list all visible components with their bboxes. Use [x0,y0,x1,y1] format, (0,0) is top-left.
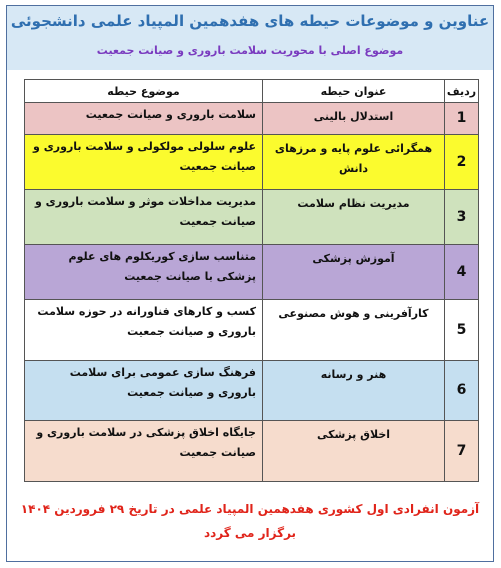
table-row [25,190,479,245]
area-topic: فرهنگ سازی عمومی برای سلامت باروری و صیانت جمعیت [25,360,263,421]
table-row [25,421,479,482]
row-number: 2 [445,134,479,190]
area-title: استدلال بالینی [263,103,445,135]
announcement-line-1: آزمون انفرادی اول کشوری هفدهمین المپیاد علمی در تاریخ ۲۹ فروردین ۱۴۰۴ [20,502,480,516]
area-topic: متناسب سازی کوریکلوم های علوم پزشکی با صیانت جمعیت [25,245,263,300]
row-number: 5 [445,299,479,360]
row-number: 3 [445,190,479,245]
table-row [25,360,479,421]
exam-announcement [16,497,484,545]
area-title: هنر و رسانه [263,360,445,421]
row-number: 7 [445,421,479,482]
table-row [25,103,479,135]
area-topic: کسب و کارهای فناورانه در حوزه سلامت باروری و صیانت جمعیت [25,299,263,360]
table-row [25,299,479,360]
column-header-area-title: عنوان حیطه [263,80,445,103]
area-topic: مدیریت مداخلات موثر و سلامت باروری و صیانت جمعیت [25,190,263,245]
area-topic: سلامت باروری و صیانت جمعیت [25,103,263,135]
page-title: عناوین و موضوعات حیطه های هفدهمین المپیاد علمی دانشجوئی [10,12,490,30]
table-row [25,245,479,300]
row-number: 1 [445,103,479,135]
area-title: اخلاق پزشکی [263,421,445,482]
row-number: 4 [445,245,479,300]
column-header-topic: موضوع حیطه [25,80,263,103]
area-title: آموزش پزشکی [263,245,445,300]
area-topic: جایگاه اخلاق پزشکی در سلامت باروری و صیانت جمعیت [25,421,263,482]
table-row [25,134,479,190]
column-header-row-number: ردیف [445,80,479,103]
announcement-line-2: برگزار می گردد [203,526,297,540]
area-topic: علوم سلولی مولکولی و سلامت باروری و صیانت جمعیت [25,134,263,190]
page-subtitle: موضوع اصلی با محوریت سلامت باروری و صیانت جمعیت [96,44,404,57]
row-number: 6 [445,360,479,421]
area-title: مدیریت نظام سلامت [263,190,445,245]
area-title: همگرائی علوم پایه و مرزهای دانش [263,134,445,190]
topics-table [24,79,479,482]
table-header-row [25,80,479,103]
area-title: کارآفرینی و هوش مصنوعی [263,299,445,360]
